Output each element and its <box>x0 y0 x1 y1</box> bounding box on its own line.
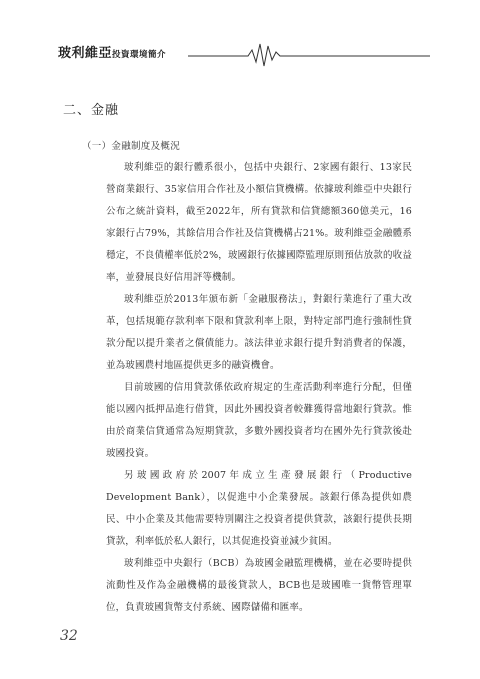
subsection-heading: （一）金融制度及概況 <box>82 141 181 152</box>
paragraph: 玻利維亞的銀行體系很小，包括中央銀行、2家國有銀行、13家民營商業銀行、35家信用合作社及小額信貸機構。依據玻利維亞中央銀行公布之統計資料，截至2022年，所有貸款和信貸總額360億美元，16家銀行占79%，其餘信用合作社及信貸機構占21%。玻利維亞金融體系穩定，不良債權率低於2%，玻國銀行依據國際監理原則預估放款的收益率，並發展良好信用評等機制。 <box>106 162 412 283</box>
paragraph: 玻利維亞中央銀行（BCB）為玻國金融監理機構，並在必要時提供流動性及作為金融機構的最後貸款人，BCB也是玻國唯一貨幣管理單位，負責玻國貨幣支付系統、國際儲備和匯率。 <box>106 558 412 613</box>
paragraph: 另玻國政府於2007年成立生產發展銀行（Productive Development Bank），以促進中小企業發展。該銀行係為提供如農民、中小企業及其他需要特別關注之投資者提供貸款，該銀行提供長期貸款，利率低於私人銀行，以其促進投資並減少貧困。 <box>106 470 412 547</box>
section-heading: 二、金融 <box>63 103 120 118</box>
header-title <box>58 42 166 61</box>
paragraph: 目前玻國的信用貸款係依政府規定的生產活動利率進行分配，但僅能以國內抵押品進行借貸，因此外國投資者較難獲得當地銀行貸款。惟由於商業信貸通常為短期貸款，多數外國投資者均在國外先行貸款後赴玻國投資。 <box>106 382 412 459</box>
body-text <box>106 157 412 619</box>
page-header <box>58 38 430 68</box>
header-title-main: 玻利維亞 <box>58 46 113 61</box>
paragraph: 玻利維亞於2013年頒布新「金融服務法」，對銀行業進行了重大改革，包括規範存款利率下限和貸款利率上限，對特定部門進行強制性貸款分配以提升業者之償債能力。該法律並求銀行提升對消費者的保護，並為玻國農村地區提供更多的融資機會。 <box>106 294 412 371</box>
page-number: 32 <box>60 628 78 644</box>
header-title-sub: 投資環境簡介 <box>112 50 167 60</box>
